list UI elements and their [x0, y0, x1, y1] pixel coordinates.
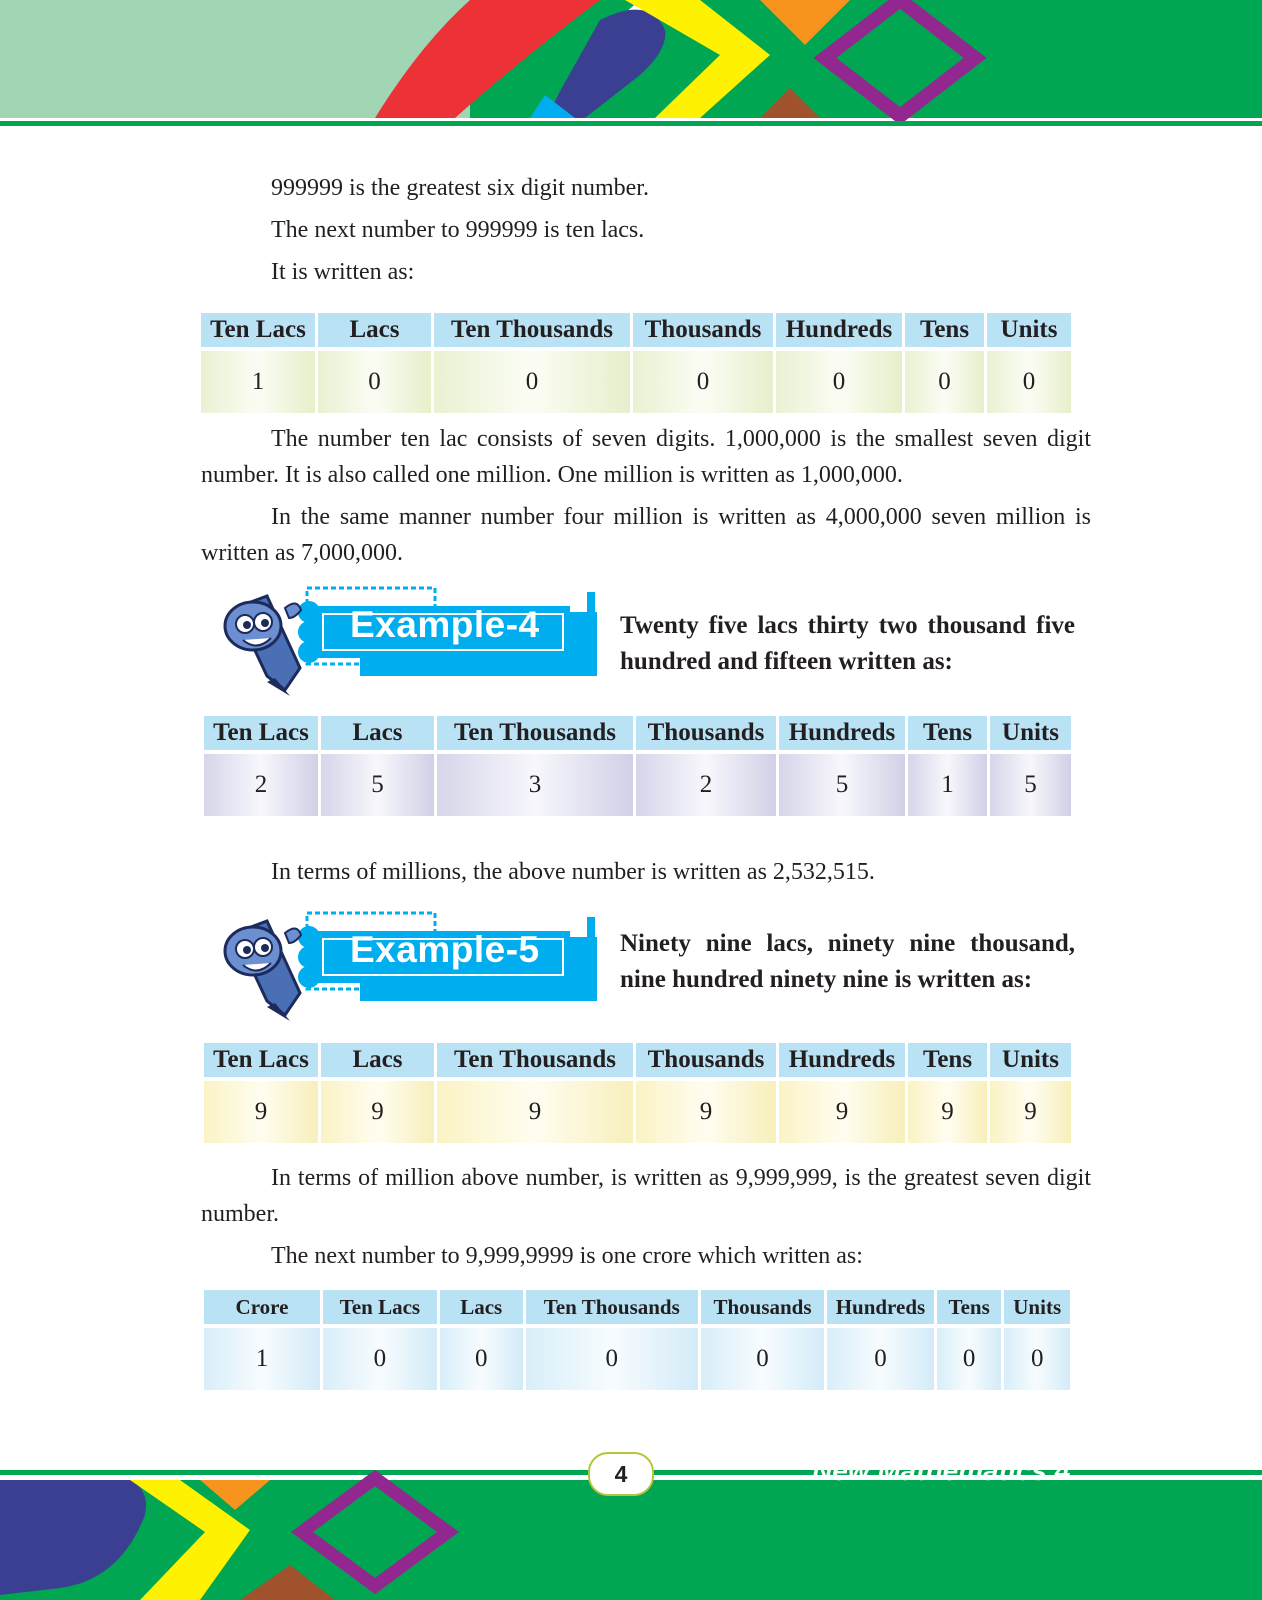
header-units: Units [990, 716, 1071, 750]
pencil-mascot-icon [225, 596, 301, 696]
value-cell: 0 [827, 1328, 934, 1390]
value-cell: 0 [937, 1328, 1002, 1390]
place-value-table-1 [198, 313, 1074, 413]
value-cell: 9 [437, 1081, 633, 1143]
header-thousands: Thousands [633, 313, 773, 347]
value-cell: 5 [779, 754, 905, 816]
value-cell: 9 [636, 1081, 776, 1143]
header-ten-thousands: Ten Thousands [437, 716, 633, 750]
value-cell: 9 [990, 1081, 1071, 1143]
value-cell: 1 [201, 351, 315, 413]
value-cell: 0 [776, 351, 902, 413]
header-thousands: Thousands [636, 1043, 776, 1077]
value-cell: 1 [204, 1328, 320, 1390]
header-lacs: Lacs [440, 1290, 523, 1324]
value-cell: 0 [633, 351, 773, 413]
value-cell: 0 [434, 351, 630, 413]
paragraph-2 [201, 499, 1091, 571]
page-number: 4 [588, 1452, 654, 1496]
paragraph-5: The next number to 9,999,9999 is one crore which written as: [271, 1243, 863, 1269]
header-hundreds: Hundreds [779, 1043, 905, 1077]
value-cell: 5 [321, 754, 434, 816]
header-lacs: Lacs [321, 1043, 434, 1077]
paragraph-2-text: In the same manner number four million is written as 4,000,000 seven million is written as 7,000,000. [201, 504, 1091, 566]
header-lacs: Lacs [321, 716, 434, 750]
value-cell: 0 [440, 1328, 523, 1390]
value-cell: 0 [323, 1328, 437, 1390]
example-5-label: Example-5 [350, 929, 540, 970]
header-units: Units [987, 313, 1071, 347]
header-lacs: Lacs [318, 313, 431, 347]
header-units: Units [990, 1043, 1071, 1077]
value-cell: 1 [908, 754, 987, 816]
paragraph-3: In terms of millions, the above number is written as 2,532,515. [271, 859, 875, 885]
header-hundreds: Hundreds [779, 716, 905, 750]
value-cell: 9 [908, 1081, 987, 1143]
pencil-mascot-icon [225, 921, 301, 1021]
header-hundreds: Hundreds [827, 1290, 934, 1324]
intro-line-2: The next number to 999999 is ten lacs. [271, 217, 645, 243]
example-5-text: Ninety nine lacs, ninety nine thousand, nine hundred ninety nine is written as: [620, 930, 1075, 993]
header-crore: Crore [204, 1290, 320, 1324]
intro-line-3: It is written as: [271, 259, 415, 285]
place-value-table-3 [201, 1043, 1074, 1143]
example-4-label: Example-4 [350, 604, 540, 645]
value-cell: 2 [636, 754, 776, 816]
book-title: New Mathematics 4 [812, 1455, 1071, 1486]
header-ten-lacs: Ten Lacs [323, 1290, 437, 1324]
header-tens: Tens [908, 1043, 987, 1077]
value-cell: 9 [204, 1081, 318, 1143]
place-value-table-2 [201, 716, 1074, 816]
value-cell: 0 [1004, 1328, 1070, 1390]
value-cell: 9 [779, 1081, 905, 1143]
header-ten-lacs: Ten Lacs [204, 1043, 318, 1077]
header-banner [0, 0, 1262, 130]
header-thousands: Thousands [636, 716, 776, 750]
header-ten-lacs: Ten Lacs [201, 313, 315, 347]
value-cell: 0 [701, 1328, 824, 1390]
header-hundreds: Hundreds [776, 313, 902, 347]
value-cell: 9 [321, 1081, 434, 1143]
header-ten-thousands: Ten Thousands [437, 1043, 633, 1077]
value-cell: 0 [318, 351, 431, 413]
value-cell: 2 [204, 754, 318, 816]
place-value-table-4 [201, 1290, 1073, 1390]
paragraph-1 [201, 421, 1091, 493]
header-ten-thousands: Ten Thousands [434, 313, 630, 347]
paragraph-4 [201, 1160, 1091, 1232]
header-ten-thousands: Ten Thousands [526, 1290, 698, 1324]
header-units: Units [1004, 1290, 1070, 1324]
example-4-text: Twenty five lacs thirty two thousand five hundred and fifteen written as: [620, 612, 1075, 675]
header-thousands: Thousands [701, 1290, 824, 1324]
value-cell: 0 [987, 351, 1071, 413]
header-ten-lacs: Ten Lacs [204, 716, 318, 750]
paragraph-1-text: The number ten lac consists of seven digits. 1,000,000 is the smallest seven digit number. It is also called one million. One million is written as 1,000,000. [201, 426, 1091, 488]
value-cell: 5 [990, 754, 1071, 816]
header-tens: Tens [937, 1290, 1002, 1324]
paragraph-4-text: In terms of million above number, is written as 9,999,999, is the greatest seven digit number. [201, 1165, 1091, 1227]
value-cell: 0 [526, 1328, 698, 1390]
header-tens: Tens [908, 716, 987, 750]
intro-line-1: 999999 is the greatest six digit number. [271, 175, 649, 201]
value-cell: 3 [437, 754, 633, 816]
header-tens: Tens [905, 313, 984, 347]
value-cell: 0 [905, 351, 984, 413]
